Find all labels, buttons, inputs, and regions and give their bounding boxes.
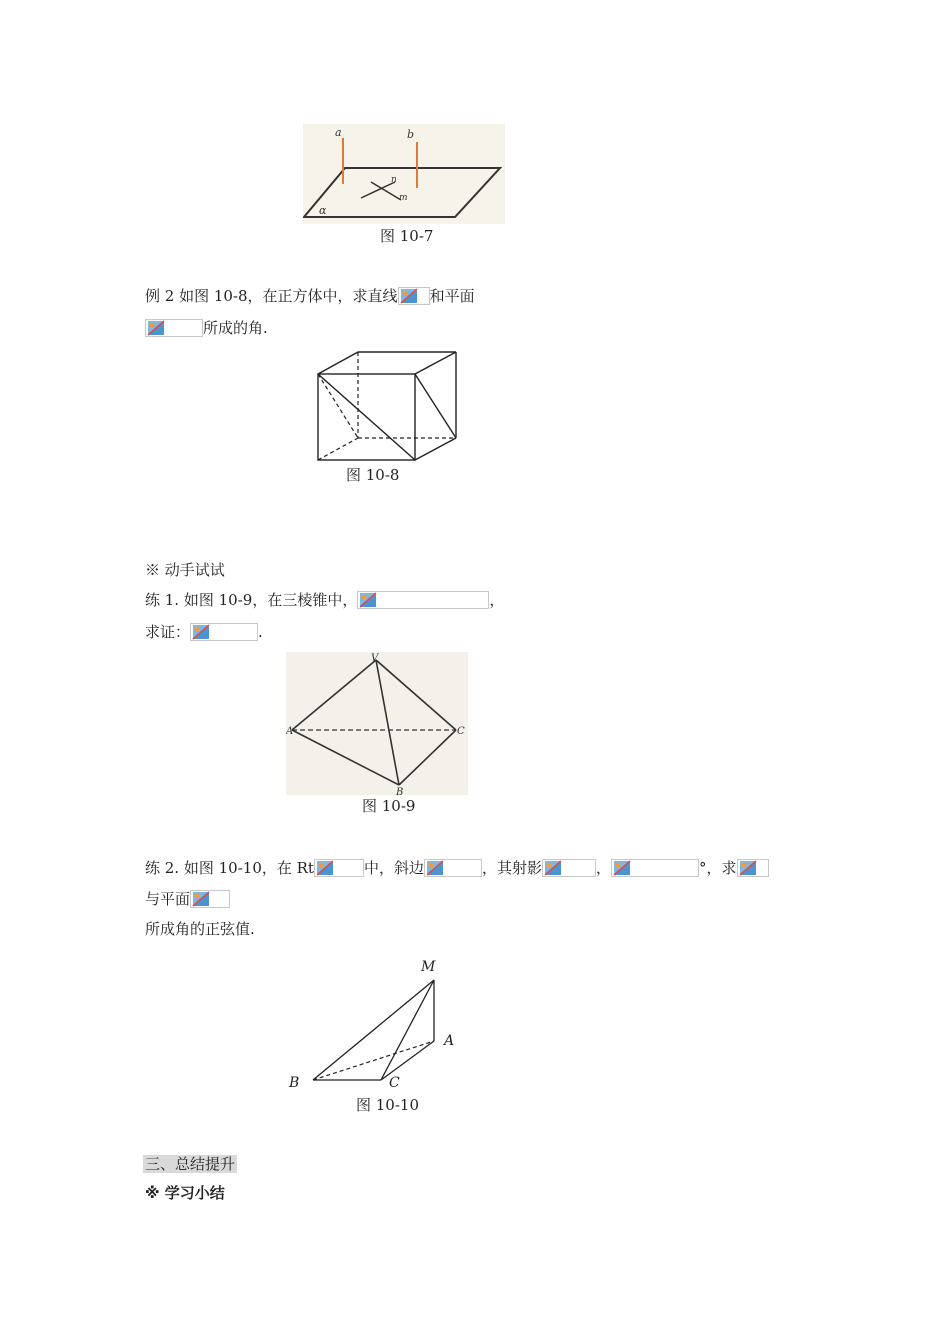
broken-image-icon	[190, 623, 258, 641]
example2-line1-suffix: 和平面	[429, 287, 475, 305]
example2-line1	[145, 286, 475, 306]
practice1-line1-prefix: 练 1. 如图 10-9，在三棱锥中，	[145, 591, 358, 609]
practice1-line1-suffix: ，	[489, 591, 505, 609]
figure-10-9	[286, 652, 468, 795]
summary-heading: ※ 学习小结	[145, 1184, 225, 1202]
example2-line2-suffix: 所成的角.	[203, 319, 268, 337]
broken-image-icon	[190, 890, 230, 908]
figure-10-10-drawing	[285, 955, 465, 1095]
figure-10-7	[303, 124, 505, 224]
figure-10-8-caption: 图 10-8	[346, 466, 400, 484]
label-A: A	[444, 1033, 455, 1049]
broken-image-icon	[424, 859, 482, 877]
figure-10-8	[312, 348, 464, 466]
section3-heading-text: 三、总结提升	[145, 1155, 236, 1173]
broken-image-icon	[398, 287, 430, 305]
practice2-line1-mid4: °，求	[699, 859, 737, 877]
figure-10-7-drawing	[303, 124, 505, 224]
practice1-line2	[145, 622, 263, 642]
practice-heading: ※ 动手试试	[145, 561, 225, 579]
label-m: m	[399, 193, 408, 203]
practice2-line2-prefix: 与平面	[145, 890, 191, 908]
label-alpha: α	[319, 204, 327, 217]
label-A: A	[286, 726, 294, 737]
practice1-line2-suffix: .	[258, 623, 263, 641]
label-V: V	[371, 653, 379, 664]
practice2-line1-prefix: 练 2. 如图 10-10，在 Rt	[145, 859, 314, 877]
broken-image-icon	[145, 319, 203, 337]
section3-heading	[143, 1154, 237, 1174]
figure-10-8-drawing	[312, 348, 464, 466]
label-B: B	[289, 1075, 300, 1091]
figure-10-9-drawing	[286, 652, 468, 795]
broken-image-icon	[611, 859, 699, 877]
label-B: B	[396, 787, 404, 795]
figure-10-10	[285, 955, 465, 1095]
figure-10-10-caption: 图 10-10	[356, 1096, 420, 1114]
label-b: b	[407, 128, 415, 141]
label-C: C	[457, 726, 465, 737]
label-C: C	[389, 1075, 400, 1091]
practice2-line1	[145, 858, 769, 878]
broken-image-icon	[357, 591, 489, 609]
broken-image-icon	[542, 859, 596, 877]
practice2-line3: 所成角的正弦值.	[145, 920, 255, 938]
label-n: n	[391, 175, 397, 185]
practice1-line2-prefix: 求证：	[145, 623, 191, 641]
figure-10-9-caption: 图 10-9	[362, 797, 416, 815]
practice1-line1	[145, 590, 504, 610]
label-M: M	[421, 959, 436, 975]
practice2-line1-mid3: ，	[595, 859, 611, 877]
example2-line1-prefix: 例 2 如图 10-8，在正方体中，求直线	[145, 287, 398, 305]
figure-10-7-caption: 图 10-7	[380, 227, 434, 245]
label-a: a	[335, 126, 342, 139]
practice2-line2	[145, 889, 230, 909]
example2-line2	[145, 318, 268, 338]
practice2-line1-mid2: ，其射影	[481, 859, 542, 877]
broken-image-icon	[737, 859, 769, 877]
broken-image-icon	[314, 859, 364, 877]
practice2-line1-mid1: 中，斜边	[363, 859, 424, 877]
